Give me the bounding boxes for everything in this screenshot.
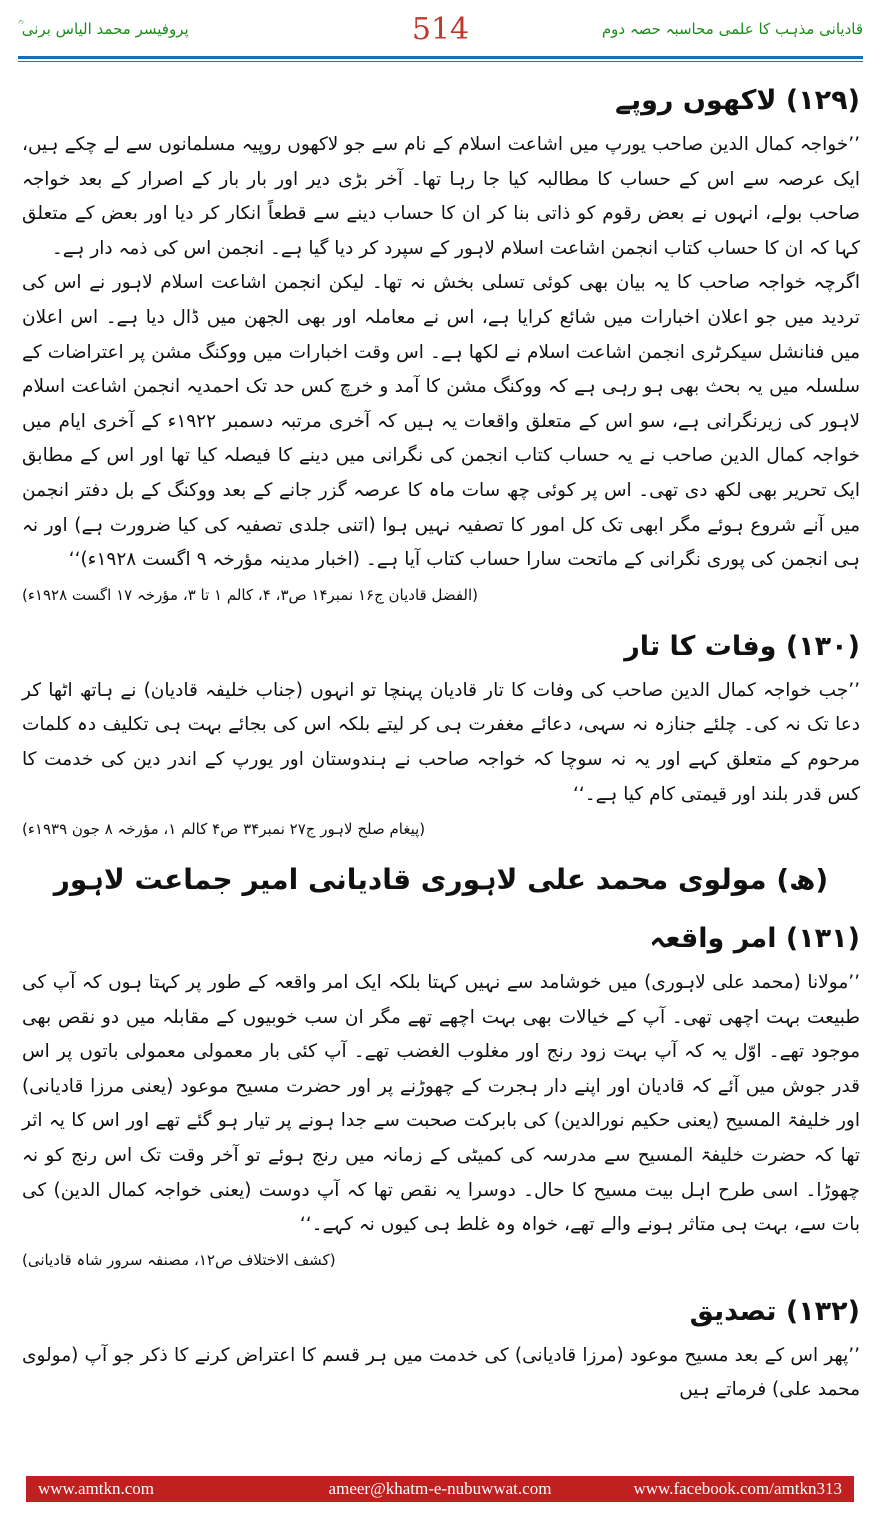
section-paragraph: ’’پھر اس کے بعد مسیح موعود (مرزا قادیانی) کی خدمت میں ہر قسم کا اعتراض کرنے کا ذکر جو آپ (مولوی محمد علی) فرماتے ہیں (22, 1344, 860, 1401)
section-132 (22, 1293, 860, 1408)
header-book-title: قادیانی مذہب کا علمی محاسبہ حصہ دوم (601, 20, 863, 38)
section-heading: (۱۳۰) وفات کا تار (624, 630, 860, 662)
header-rule-thin (18, 61, 863, 62)
page-body (22, 78, 860, 1408)
section-paragraph: ’’مولانا (محمد علی لاہوری) میں خوشامد سے نہیں کہتا بلکہ ایک امر واقعہ کے طور پر کہتا ہوں کہ آپ کی طبیعت بہت اچھی تھی۔ آپ کے خیالات بھی بہت اچھے تھے مگر ان سب خوبیوں کے مقابلہ میں دو نقص بھی موجود تھے۔ اوّل یہ کہ آپ بہت زود رنج اور مغلوب الغضب تھے۔ آپ کئی بار معمولی معمولی باتوں پر اس قدر جوش میں آئے کہ قادیان اور اپنے دار ہجرت کے چھوڑنے پر اور حضرت مسیح موعود (یعنی مرزا قادیانی) اور خلیفۃ المسیح (یعنی حکیم نورالدین) کی بابرکت صحبت سے جدا ہونے پر تیار ہو گئے تھے اور اس کا یہ اثر تھا کہ حضرت خلیفۃ المسیح سے مدرسہ کی کمیٹی کے زمانہ میں رنج ہوئے تو آخر وقت تک اس رنج کو نہ چھوڑا۔ اسی طرح اہل بیت مسیح کا حال۔ دوسرا یہ نقص تھا کہ آپ دوست (یعنی خواجہ کمال الدین) کی بات سے، بہت ہی متاثر ہونے والے تھے، خواہ وہ غلط ہی کیوں نہ کہے۔‘‘ (22, 972, 860, 1236)
footer-email-link[interactable]: ameer@khatm-e-nubuwwat.com (328, 1479, 552, 1498)
section-citation: (کشف الاختلاف ص۱۲، مصنفہ سرور شاہ قادیانی) (22, 1250, 336, 1269)
section-citation: (الفضل قادیان ج۱۶ نمبر۱۴ ص۳، ۴، کالم ۱ تا ۳، مؤرخہ ۱۷ اگست ۱۹۲۸ء) (22, 585, 479, 604)
page-footer (26, 1476, 854, 1502)
section-130 (22, 628, 860, 844)
page-number: 514 (411, 12, 470, 47)
header-rule (18, 56, 863, 59)
footer-facebook-link[interactable]: www.facebook.com/amtkn313 (633, 1479, 842, 1498)
chapter-subheading: (ھ) مولوی محمد علی لاہوری قادیانی امیر جماعت لاہور (53, 863, 829, 897)
footer-website-link[interactable]: www.amtkn.com (38, 1479, 154, 1498)
section-heading: (۱۲۹) لاکھوں روپے (615, 85, 860, 116)
section-131 (22, 920, 860, 1275)
section-paragraph: اگرچہ خواجہ صاحب کا یہ بیان بھی کوئی تسلی بخش نہ تھا۔ لیکن انجمن اشاعت اسلام لاہور نے اس کی تردید میں جو اعلان اخبارات میں شائع کرایا ہے، اس نے معاملہ اور بھی الجھن میں ڈال دیا ہے۔ اس اعلان میں فنانشل سیکرٹری انجمن اشاعت اسلام نے لکھا ہے۔ اس وقت اخبارات میں ووکنگ مشن پر اعتراضات کے سلسلہ میں یہ بحث بھی ہو رہی ہے کہ ووکنگ مشن کا آمد و خرچ کس حد تک احمدیہ انجمن اشاعت اسلام لاہور کی زیرنگرانی ہے، سو اس کے متعلق واقعات یہ ہیں کہ آخری مرتبہ دسمبر ۱۹۲۲ء کے آخری ایام میں خواجہ کمال الدین صاحب نے یہ حساب کتاب انجمن کی نگرانی میں دینے کا فیصلہ کیا تھا اور اس کے مطابق ایک تحریر بھی لکھ دی تھی۔ اس پر کوئی چھ سات ماہ کا عرصہ گزر جانے کے بعد ووکنگ کے بل دفتر انجمن میں آنے شروع ہوئے مگر ابھی تک کل امور کا تصفیہ نہیں ہوا (اتنی جلدی تصفیہ کی کیا ضرورت ہے) اور نہ ہی انجمن کی پوری نگرانی کے ماتحت سارا حساب کتاب آیا ہے۔ (اخبار مدینہ مؤرخہ ۹ اگست ۱۹۲۸ء)‘‘ (22, 272, 861, 571)
page-header (0, 0, 881, 60)
section-129 (22, 82, 860, 610)
section-heading: (۱۳۱) امر واقعہ (649, 923, 860, 955)
header-author: پروفیسر محمد الیاس برنی ؒ (18, 20, 189, 38)
section-paragraph: ’’خواجہ کمال الدین صاحب یورپ میں اشاعت اسلام کے نام سے جو لاکھوں روپیہ مسلمانوں سے لے چکے ہیں، ایک عرصہ سے اس کے حساب کا مطالبہ کیا جا رہا تھا۔ آخر بڑی دیر اور بار بار کے اصرار کے بعد خواجہ صاحب بولے، انہوں نے بعض رقوم کو ذاتی بنا کر ان کا حساب دینے سے قطعاً انکار کر دیا اور بعض کے متعلق کہا کہ ان کا حساب کتاب انجمن اشاعت اسلام لاہور کے سپرد کر دیا گیا ہے۔ انجمن اس کی ذمہ دار ہے۔ (22, 134, 860, 259)
section-heading: (۱۳۲) تصدیق (689, 1295, 860, 1327)
section-citation: (پیغام صلح لاہور ج۲۷ نمبر۳۴ ص۴ کالم ۱، مؤرخہ ۸ جون ۱۹۳۹ء) (22, 820, 426, 839)
section-paragraph: ’’جب خواجہ کمال الدین صاحب کی وفات کا تار قادیان پہنچا تو انہوں (جناب خلیفہ قادیان) نے ہاتھ اٹھا کر دعا تک نہ کی۔ چلئے جنازہ نہ سہی، دعائے مغفرت ہی کر لیتے بلکہ اس کی بجائے بہت ہی تکلیف دہ کلمات مرحوم کے متعلق کہے اور یہ نہ سوچا کہ خواجہ صاحب نے ہندوستان اور یورپ کے اندر دین کی خدمت کا کس قدر بلند اور قیمتی کام کیا ہے۔‘‘ (22, 679, 860, 805)
